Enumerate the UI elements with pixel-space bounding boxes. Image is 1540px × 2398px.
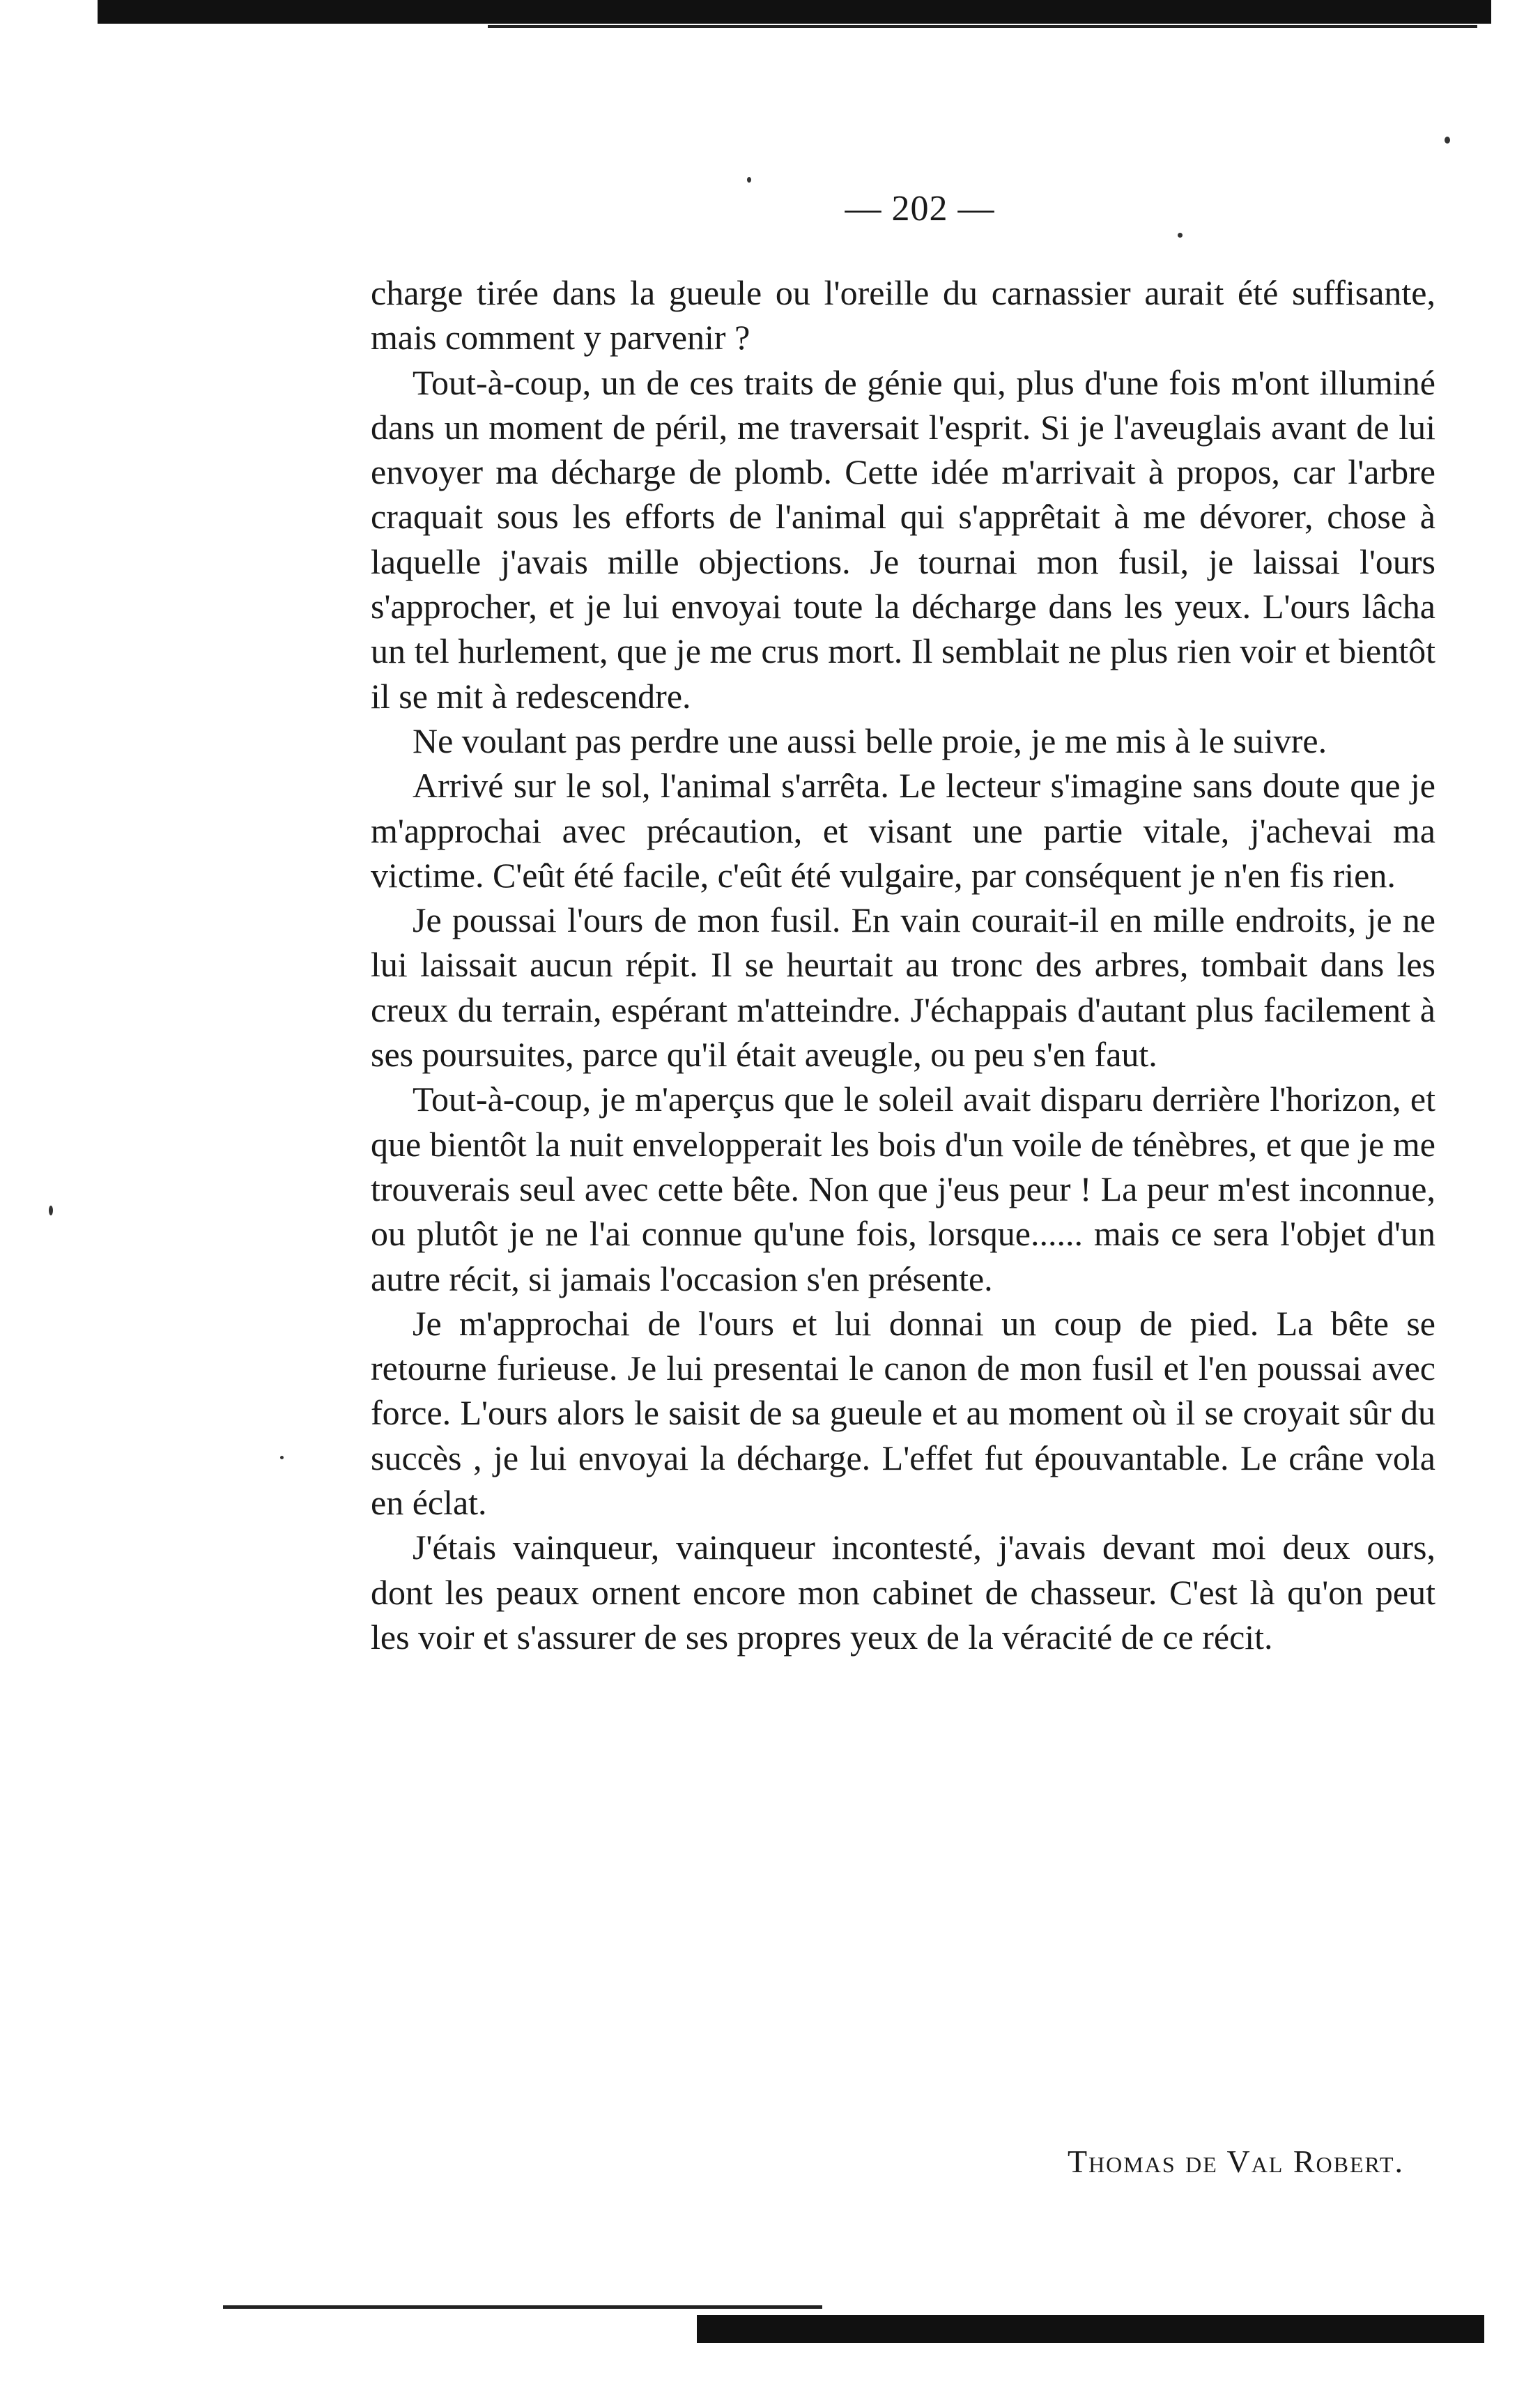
scan-border-bottom — [697, 2315, 1484, 2343]
paragraph: Je m'approchai de l'ours et lui donnai un coup de pied. La bête se retourne furieuse. Je lui presentai le canon de mon fusil et l'en poussai avec force. L'ours alors le saisit de sa gueule et au moment où il se croyait sûr du succès , je lui envoyai la décharge. L'effet fut épouvantable. Le crâne vola en éclat. — [371, 1303, 1435, 1523]
body-text — [371, 270, 1435, 1659]
scan-border-top — [98, 0, 1491, 24]
scan-speck — [1178, 233, 1183, 238]
scan-border-bottom-thin — [223, 2305, 822, 2309]
scan-speck — [49, 1206, 53, 1215]
paragraph: Arrivé sur le sol, l'animal s'arrêta. Le lecteur s'imagine sans doute que je m'approchai avec précaution, et visant une partie vitale, j'achevai ma victime. C'eût été facile, c'eût été vulgaire, par conséquent je n'en fis rien. — [371, 766, 1435, 895]
paragraph: J'étais vainqueur, vainqueur incontesté, j'avais devant moi deux ours, dont les peaux ornent encore mon cabinet de chasseur. C'est là qu'on peut les voir et s'assurer de ses propres yeux de la véracité de ce récit. — [371, 1528, 1435, 1657]
scan-speck — [1445, 137, 1450, 144]
paragraph: Je poussai l'ours de mon fusil. En vain courait-il en mille endroits, je ne lui laissait aucun répit. Il se heurtait au tronc des arbres, tombait dans les creux du terrain, espérant m'atteindre. J'échappais d'autant plus facilement à ses poursuites, parce qu'il était aveugle, ou peu s'en faut. — [371, 900, 1435, 1075]
scan-speck — [280, 1456, 284, 1459]
scan-speck — [747, 177, 751, 183]
paragraph: Tout-à-coup, je m'aperçus que le soleil avait disparu derrière l'horizon, et que bientôt la nuit envelopperait les bois d'un voile de ténèbres, et que je me trouverais seul avec cette bête. Non que j'eus peur ! La peur m'est inconnue, ou plutôt je ne l'ai connue qu'une fois, lorsque...... mais ce sera l'objet d'un autre récit, si jamais l'occasion s'en présente. — [371, 1079, 1435, 1298]
scan-border-top-thin — [488, 25, 1477, 28]
author-signature: Thomas de Val Robert. — [1067, 2144, 1404, 2179]
paragraph: Ne voulant pas perdre une aussi belle proie, je me mis à le suivre. — [413, 721, 1327, 760]
paragraph: Tout-à-coup, un de ces traits de génie qui, plus d'une fois m'ont illuminé dans un moment de péril, me traversait l'esprit. Si je l'aveuglais avant de lui envoyer ma décharge de plomb. Cette idée m'arrivait à propos, car l'arbre craquait sous les efforts de l'animal qui s'apprêtait à me dévorer, chose à laquelle j'avais mille objections. Je tournai mon fusil, je laissai l'ours s'approcher, et je lui envoyai toute la décharge dans les yeux. L'ours lâcha un tel hurlement, que je me crus mort. Il semblait ne plus rien voir et bientôt il se mit à redescendre. — [371, 362, 1435, 716]
paragraph: charge tirée dans la gueule ou l'oreille du carnassier aurait été suffisante, mais comment y parvenir ? — [371, 273, 1435, 358]
page-number: — 202 — — [845, 189, 995, 229]
